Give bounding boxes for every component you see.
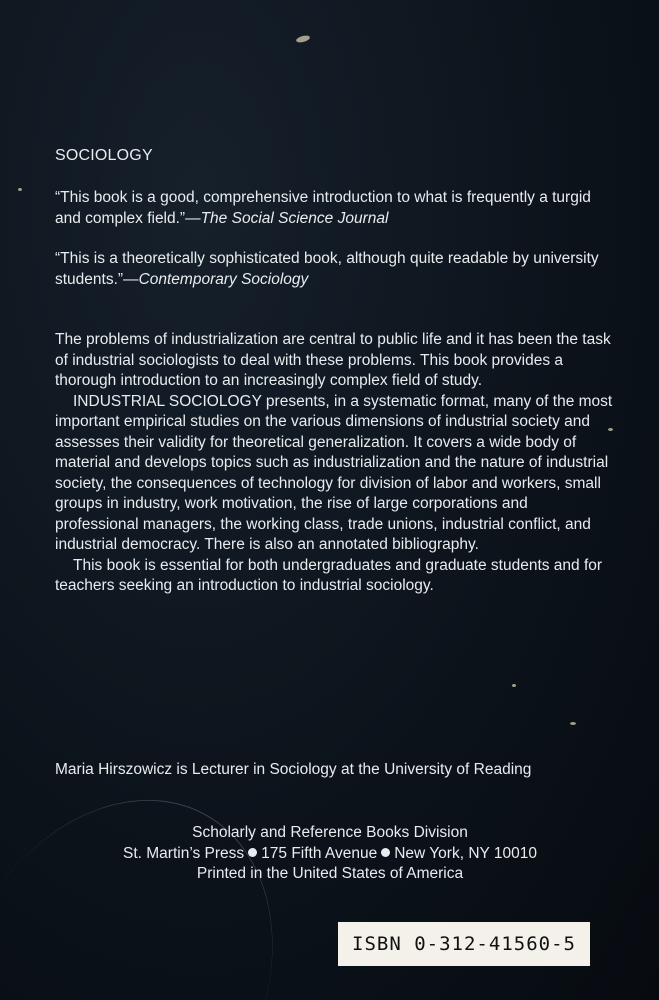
publisher-name: St. Martin’s Press: [123, 844, 245, 862]
speck-mark: [295, 34, 310, 43]
description-paragraph-2: INDUSTRIAL SOCIOLOGY presents, in a systematic format, many of the most important empirical studies on the various dimensions of industrial society and assesses their validity for theoretical generalization. It covers a wide body of material and develops topics such as industrialization and the nature of industrial society, the consequences of technology for division of labor and workers, small groups in industry, work motivation, the rise of large corporations and professional managers, the working class, trade unions, industrial conflict, and industrial democracy. There is also an annotated bibliography.: [55, 392, 613, 553]
review-quote-1: [55, 187, 615, 229]
bullet-dot-icon: [248, 848, 257, 857]
description-paragraph-3: This book is essential for both undergraduates and graduate students and for teachers seeking an introduction to industrial sociology.: [55, 556, 603, 594]
book-description: [55, 330, 615, 597]
author-note: Maria Hirszowicz is Lecturer in Sociology at the University of Reading: [55, 761, 532, 778]
category-label: SOCIOLOGY: [55, 147, 153, 164]
publisher-address: [60, 844, 600, 865]
publisher-city: New York, NY 10010: [394, 844, 537, 862]
speck-mark: [512, 684, 516, 687]
bullet-dot-icon: [381, 848, 390, 857]
publisher-block: [60, 823, 600, 885]
isbn-label: ISBN 0-312-41560-5: [338, 922, 590, 966]
speck-mark: [18, 188, 22, 191]
review-quote-1-source: The Social Science Journal: [200, 210, 389, 227]
printed-in-note: Printed in the United States of America: [196, 865, 464, 882]
speck-mark: [570, 722, 576, 725]
review-quote-1-text: “This book is a good, comprehensive introduction to what is frequently a turgid and complex field.”—: [55, 189, 591, 227]
publisher-street: 175 Fifth Avenue: [261, 844, 378, 862]
review-quote-2-text: “This is a theoretically sophisticated book, although quite readable by university students.”—: [55, 250, 599, 288]
review-quote-2-source: Contemporary Sociology: [138, 271, 309, 288]
description-paragraph-1: The problems of industrialization are central to public life and it has been the task of industrial sociologists to deal with these problems. This book provides a thorough introduction to an increasingly complex field of study.: [55, 331, 611, 389]
publisher-division: Scholarly and Reference Books Division: [192, 824, 468, 841]
review-quote-2: [55, 248, 615, 290]
